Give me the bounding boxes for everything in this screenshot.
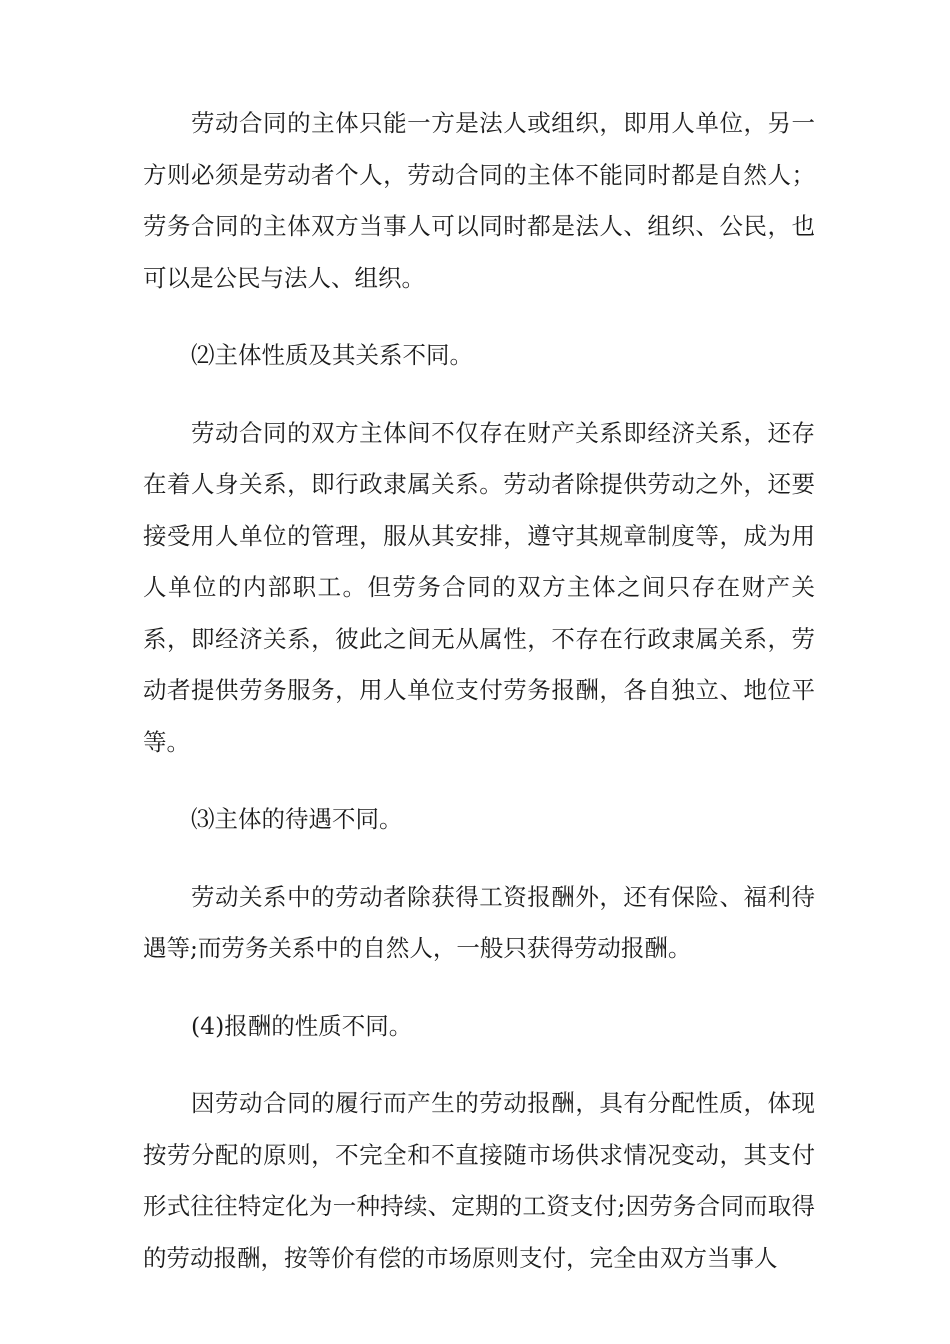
heading-subject-treatment: ⑶主体的待遇不同。 [191, 805, 403, 833]
paragraph-subject-relationship: 劳动合同的双方主体间不仅存在财产关系即经济关系，还存在着人身关系，即行政隶属关系。劳动者除提供劳动之外，还要接受用人单位的管理，服从其安排，遵守其规章制度等，成为用人单位的内部职工。但劳务合同的双方主体之间只存在财产关系，即经济关系，彼此之间无从属性，不存在行政隶属关系，劳动者提供劳务服务，用人单位支付劳务报酬，各自独立、地位平等。 [143, 418, 815, 756]
heading-remuneration-nature: (4)报酬的性质不同。 [191, 1011, 413, 1040]
paragraph-subject-parties: 劳动合同的主体只能一方是法人或组织，即用人单位，另一方则必须是劳动者个人，劳动合同的主体不能同时都是自然人；劳务合同的主体双方当事人可以同时都是法人、组织、公民，也可以是公民与法人、组织。 [143, 109, 815, 292]
document-body [143, 98, 815, 1310]
paragraph-remuneration: 因劳动合同的履行而产生的劳动报酬，具有分配性质，体现按劳分配的原则，不完全和不直接随市场供求情况变动，其支付形式往往特定化为一种持续、定期的工资支付;因劳务合同而取得的劳动报酬，按等价有偿的市场原则支付，完全由双方当事人 [143, 1089, 815, 1272]
heading-subject-nature: ⑵主体性质及其关系不同。 [191, 341, 473, 369]
paragraph-treatment: 劳动关系中的劳动者除获得工资报酬外，还有保险、福利待遇等;而劳务关系中的自然人，一般只获得劳动报酬。 [143, 882, 815, 962]
